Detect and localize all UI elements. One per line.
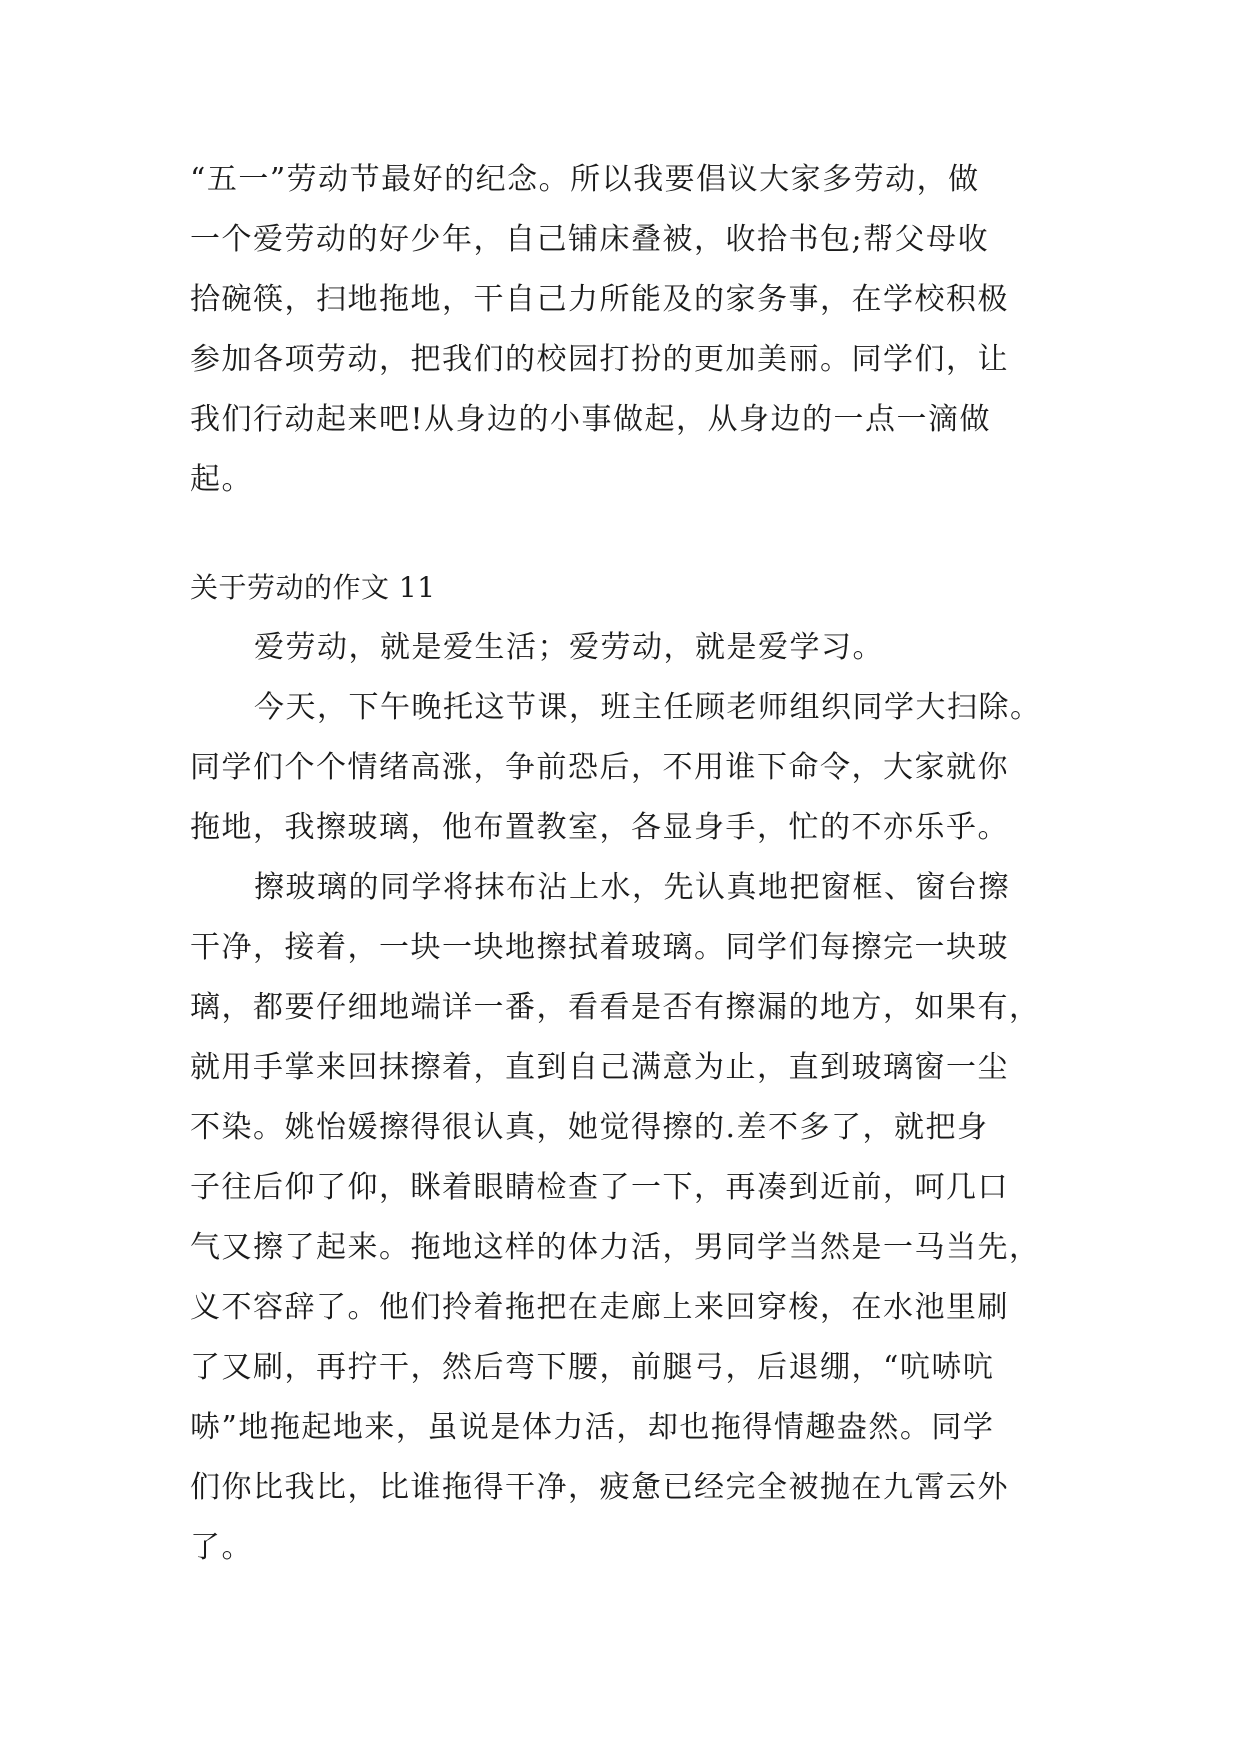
paragraph-line: 哧”地拖起地来，虽说是体力活，却也拖得情趣盎然。同学	[190, 1410, 995, 1445]
paragraph-line: 拾碗筷，扫地拖地，干自己力所能及的家务事，在学校积极	[190, 282, 1009, 317]
paragraph-line: 我们行动起来吧!从身边的小事做起，从身边的一点一滴做	[190, 402, 992, 437]
paragraph-line: 气又擦了起来。拖地这样的体力活，男同学当然是一马当先，	[190, 1230, 1041, 1265]
paragraph-line: 起。	[190, 462, 253, 497]
paragraph-line: 了又刷，再拧干，然后弯下腰，前腿弓，后退绷，“吭哧吭	[190, 1350, 995, 1385]
paragraph-line: 璃，都要仔细地端详一番，看看是否有擦漏的地方，如果有，	[190, 990, 1041, 1025]
paragraph-line: 参加各项劳动，把我们的校园打扮的更加美丽。同学们，让	[190, 342, 1009, 377]
paragraph-line: 子往后仰了仰，眯着眼睛检查了一下，再凑到近前，呵几口	[190, 1170, 1009, 1205]
paragraph-cleaning-details	[190, 858, 1060, 1578]
essay-section	[190, 558, 1060, 1578]
paragraph-line: 就用手掌来回抹擦着，直到自己满意为止，直到玻璃窗一尘	[190, 1050, 1009, 1085]
paragraph-line: 干净，接着，一块一块地擦拭着玻璃。同学们每擦完一块玻	[190, 930, 1009, 965]
paragraph-line: 拖地，我擦玻璃，他布置教室，各显身手，忙的不亦乐乎。	[190, 810, 1009, 845]
paragraph-line: “五一”劳动节最好的纪念。所以我要倡议大家多劳动，做	[190, 162, 980, 197]
paragraph-line: 同学们个个情绪高涨，争前恐后，不用谁下命令，大家就你	[190, 750, 1009, 785]
paragraph-cleaning-intro	[190, 678, 1060, 858]
paragraph-line: 们你比我比，比谁拖得干净，疲惫已经完全被抛在九霄云外	[190, 1470, 1009, 1505]
paragraph-line: 一个爱劳动的好少年，自己铺床叠被，收拾书包;帮父母收	[190, 222, 990, 257]
paragraph-love-labor	[190, 618, 1060, 678]
paragraph-line: 爱劳动，就是爱生活；爱劳动，就是爱学习。	[254, 630, 884, 665]
paragraph-line: 了。	[190, 1530, 253, 1565]
paragraph-line: 义不容辞了。他们拎着拖把在走廊上来回穿梭，在水池里刷	[190, 1290, 1009, 1325]
paragraph-line: 擦玻璃的同学将抹布沾上水，先认真地把窗框、窗台擦	[254, 870, 1010, 905]
paragraph-line: 今天，下午晚托这节课，班主任顾老师组织同学大扫除。	[254, 690, 1042, 725]
paragraph-labor-day-proposal	[190, 150, 1060, 510]
essay-title: 关于劳动的作文 11	[190, 571, 436, 604]
paragraph-line: 不染。姚怡媛擦得很认真，她觉得擦的.差不多了，就把身	[190, 1110, 989, 1145]
